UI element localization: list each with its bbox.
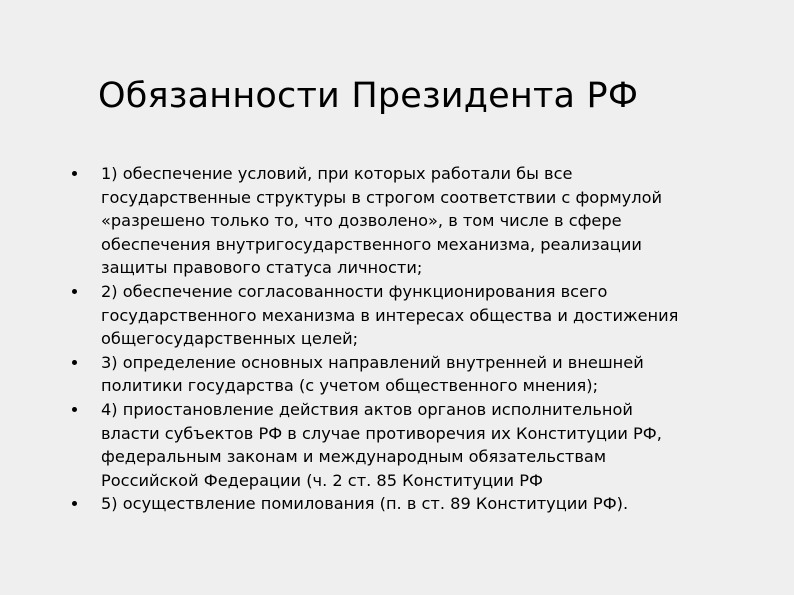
bullet-line: защиты правового статуса личности; [101,258,423,278]
bullet-line: 2) обеспечение согласованности функционирования всего [101,281,608,301]
bullet-line: федеральным законам и международным обязательствам [101,447,607,467]
bullet-line: «разрешено только то, что дозволено», в том числе в сфере [101,211,622,231]
bullet-line: обеспечения внутригосударственного механизма, реализации [101,234,642,254]
bullet-line: власти субъектов РФ в случае противоречия их Конституции РФ, [101,423,662,443]
bullet-line: государственного механизма в интересах общества и достижения [101,305,679,325]
bullet-item-4 [0,398,794,492]
bullet-dot-icon [72,360,77,365]
bullet-line: 5) осуществление помилования (п. в ст. 89 Конституции РФ). [101,494,629,514]
bullet-item-3 [0,351,794,398]
bullet-dot-icon [72,289,77,294]
bullet-line: 1) обеспечение условий, при которых работали бы все [101,164,573,183]
bullet-line: общегосударственных целей; [101,329,359,349]
bullet-item-1 [0,162,794,280]
bullet-line: 3) определение основных направлений внутренней и внешней [101,352,644,372]
bullet-line: политики государства (с учетом общественного мнения); [101,376,599,396]
bullet-item-5 [0,492,794,516]
bullet-list [0,162,794,516]
bullet-dot-icon [72,407,77,412]
bullet-line: 4) приостановление действия актов органов исполнительной [101,399,633,419]
bullet-line: Российской Федерации (ч. 2 ст. 85 Конституции РФ [101,470,543,490]
slide-title: Обязанности Президента РФ [98,76,639,116]
bullet-dot-icon [72,501,77,506]
bullet-line: государственные структуры в строгом соответствии с формулой [101,187,663,207]
bullet-dot-icon [72,171,77,176]
bullet-item-2 [0,280,794,351]
